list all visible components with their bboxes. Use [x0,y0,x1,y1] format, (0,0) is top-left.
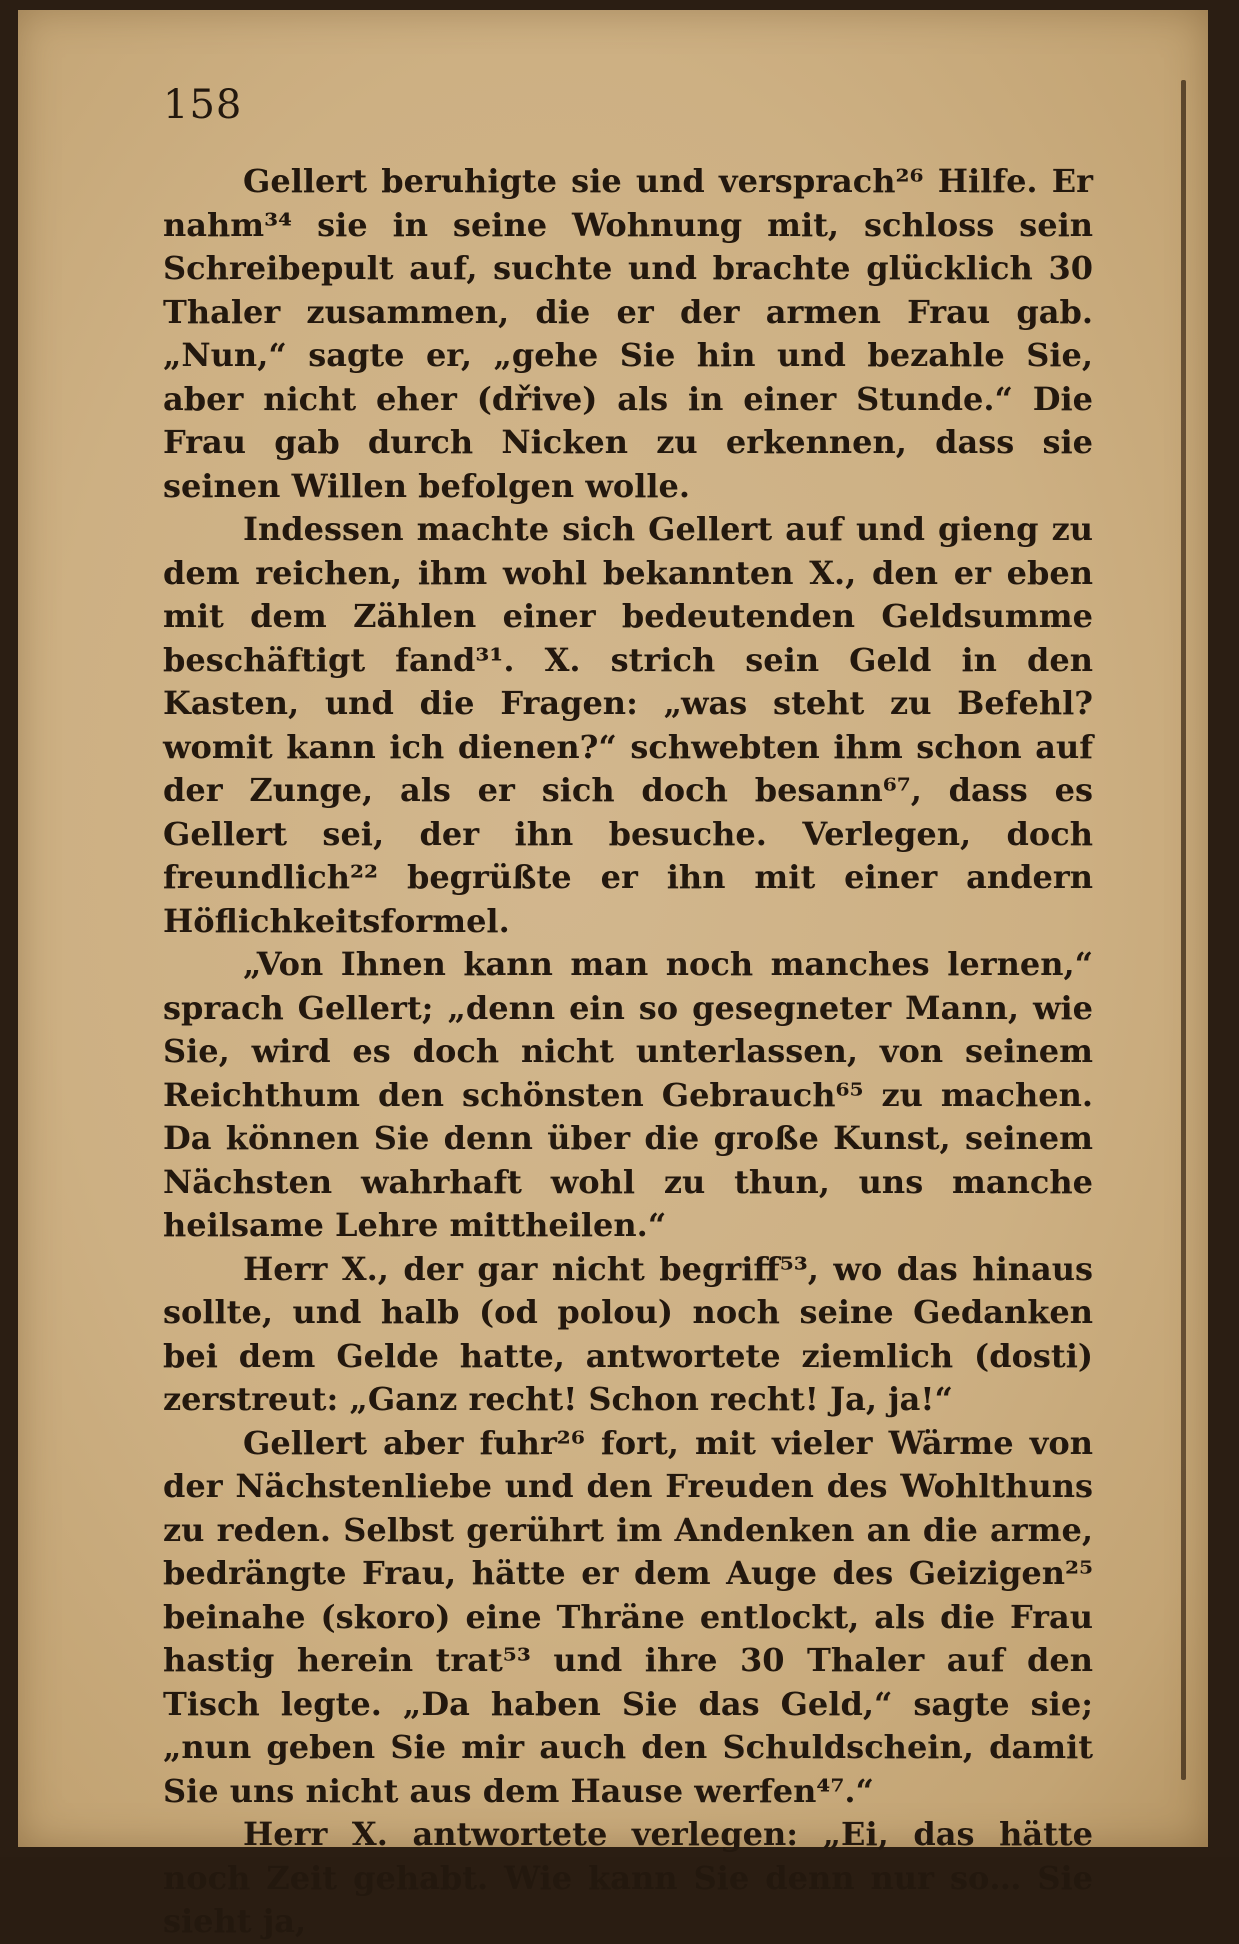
paragraph-2: Indessen machte sich Gellert auf und gieng zu dem reichen, ihm wohl bekannten X., den er eben mit dem Zählen einer bedeutenden Geldsumme beschäftigt fand³¹. X. strich sein Geld in den Kasten, und die Fragen: „was steht zu Befehl? womit kann ich dienen?“ schwebten ihm schon auf der Zunge, als er sich doch besann⁶⁷, dass es Gellert sei, der ihn besuche. Verlegen, doch freundlich²² begrüßte er ihn mit einer andern Höflichkeitsformel. [163,510,1093,940]
paragraph-5: Gellert aber fuhr²⁶ fort, mit vieler Wärme von der Nächstenliebe und den Freuden des Wohlthuns zu reden. Selbst gerührt im Andenken an die arme, bedrängte Frau, hätte er dem Auge des Geizigen²⁵ beinahe (skoro) eine Thräne entlockt, als die Frau hastig herein trat⁵³ und ihre 30 Thaler auf den Tisch legte. „Da haben Sie das Geld,“ sagte sie; „nun geben Sie mir auch den Schuldschein, damit Sie uns nicht aus dem Hause werfen⁴⁷.“ [163,1423,1093,1810]
paragraph-4: Herr X., der gar nicht begriff⁵³, wo das hinaus sollte, und halb (od polou) noch seine Gedanken bei dem Gelde hatte, antwortete ziemlich (dosti) zerstreut: „Ganz recht! Schon recht! Ja, ja!“ [163,1249,1093,1418]
page-edge-shadow [1181,80,1186,1780]
paragraph-3: „Von Ihnen kann man noch manches lernen,“ sprach Gellert; „denn ein so gesegneter Mann, wie Sie, wird es doch nicht unterlassen, von seinem Reichthum den schönsten Gebrauch⁶⁵ zu machen. Da können Sie denn über die große Kunst, seinem Nächsten wahrhaft wohl zu thun, uns manche heilsame Lehre mittheilen.“ [163,945,1093,1244]
paragraph-6: Herr X. antwortete verlegen: „Ei, das hätte noch Zeit gehabt. Wie kann Sie denn nur so… Sie sieht ja, [163,1815,1093,1940]
paragraph-1: Gellert beruhigte sie und versprach²⁶ Hilfe. Er nahm³⁴ sie in seine Wohnung mit, schloss sein Schreibepult auf, suchte und brachte glücklich 30 Thaler zusammen, die er der armen Frau gab. „Nun,“ sagte er, „gehe Sie hin und bezahle Sie, aber nicht eher (dřive) als in einer Stunde.“ Die Frau gab durch Nicken zu erkennen, dass sie seinen Willen befolgen wolle. [163,162,1093,505]
paper-page [18,10,1208,1940]
body-text [163,160,1093,1944]
page-number: 158 [163,82,243,128]
